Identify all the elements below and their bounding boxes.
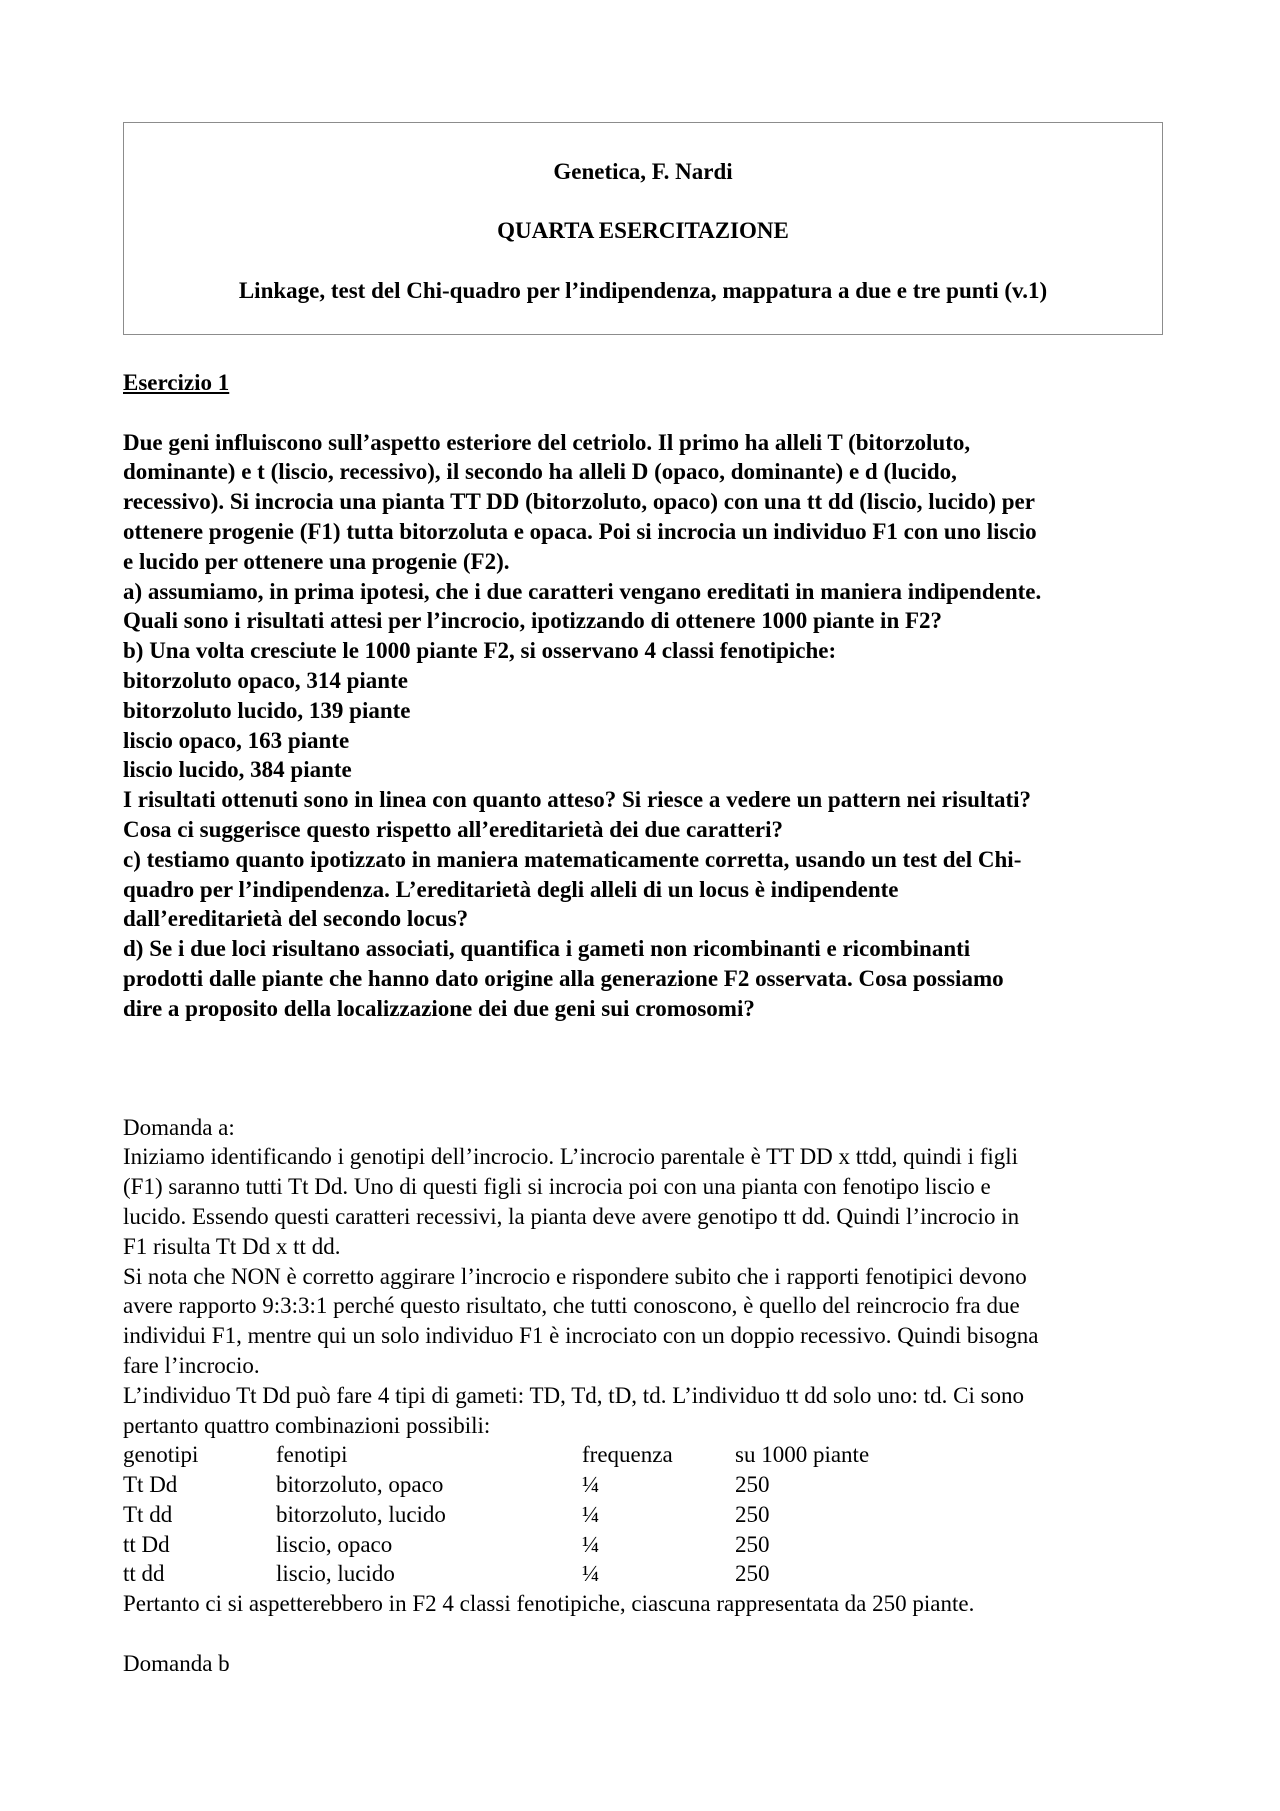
table-header-cell: su 1000 piante bbox=[735, 1442, 870, 1468]
table-cell: 250 bbox=[735, 1501, 770, 1527]
exercise-line: Cosa ci suggerisce questo rispetto all’ereditarietà dei due caratteri? bbox=[123, 816, 784, 842]
table-cell: 250 bbox=[735, 1531, 770, 1557]
course-title: Genetica, F. Nardi bbox=[553, 159, 733, 184]
table-cell: 250 bbox=[735, 1472, 770, 1498]
table-header-cell: fenotipi bbox=[276, 1442, 348, 1468]
table-cell: ¼ bbox=[582, 1561, 600, 1587]
exercise-line: bitorzoluto opaco, 314 piante bbox=[123, 667, 408, 693]
answer-line: lucido. Essendo questi caratteri recessivi, la pianta deve avere genotipo tt dd. Quindi l’incrocio in bbox=[123, 1203, 1020, 1229]
exercise-line: d) Se i due loci risultano associati, quantifica i gameti non ricombinanti e ricombinanti bbox=[123, 936, 971, 962]
exercise-line: bitorzoluto lucido, 139 piante bbox=[123, 697, 411, 723]
answer-line: Iniziamo identificando i genotipi dell’incrocio. L’incrocio parentale è TT DD x ttdd, quindi i figli bbox=[123, 1144, 1019, 1170]
exercise-line: I risultati ottenuti sono in linea con quanto atteso? Si riesce a vedere un pattern nei risultati? bbox=[123, 787, 1032, 813]
table-row bbox=[123, 1559, 935, 1589]
answer-line: L’individuo Tt Dd può fare 4 tipi di gameti: TD, Td, tD, td. L’individuo tt dd solo uno: td. Ci sono bbox=[123, 1382, 1025, 1408]
answer-line: F1 risulta Tt Dd x tt dd. bbox=[123, 1233, 341, 1259]
answer-a-conclusion: Pertanto ci si aspetterebbero in F2 4 classi fenotipiche, ciascuna rappresentata da 250 piante. bbox=[123, 1591, 975, 1617]
answer-line: (F1) saranno tutti Tt Dd. Uno di questi figli si incrocia poi con una pianta con fenotipo liscio e bbox=[123, 1174, 991, 1200]
exercise-line: e lucido per ottenere una progenie (F2). bbox=[123, 548, 510, 574]
table-cell: bitorzoluto, opaco bbox=[276, 1472, 444, 1498]
exercise-line: a) assumiamo, in prima ipotesi, che i due caratteri vengano ereditati in maniera indipendente. bbox=[123, 578, 1042, 604]
table-cell: tt Dd bbox=[123, 1531, 170, 1557]
answer-line: Si nota che NON è corretto aggirare l’incrocio e rispondere subito che i rapporti fenotipici devono bbox=[123, 1263, 1027, 1289]
exercise-line: liscio opaco, 163 piante bbox=[123, 727, 350, 753]
exercise-set-title: QUARTA ESERCITAZIONE bbox=[497, 218, 789, 243]
exercise-line: dire a proposito della localizzazione dei due geni sui cromosomi? bbox=[123, 995, 755, 1021]
exercise-line: prodotti dalle piante che hanno dato origine alla generazione F2 osservata. Cosa possiamo bbox=[123, 965, 1004, 991]
document-body bbox=[123, 368, 1173, 1679]
answer-line: fare l’incrocio. bbox=[123, 1352, 260, 1378]
exercise-line: c) testiamo quanto ipotizzato in maniera matematicamente corretta, usando un test del Chi- bbox=[123, 846, 1022, 872]
table-cell: bitorzoluto, lucido bbox=[276, 1501, 446, 1527]
topic-subtitle: Linkage, test del Chi-quadro per l’indipendenza, mappatura a due e tre punti (v.1) bbox=[238, 278, 1048, 303]
exercise-title: Esercizio 1 bbox=[123, 370, 230, 395]
table-row bbox=[123, 1500, 935, 1530]
answer-line: pertanto quattro combinazioni possibili: bbox=[123, 1412, 491, 1438]
answer-a-heading: Domanda a: bbox=[123, 1114, 235, 1140]
table-cell: ¼ bbox=[582, 1472, 600, 1498]
exercise-text bbox=[123, 428, 1173, 1024]
table-header-cell: frequenza bbox=[582, 1442, 673, 1468]
exercise-line: b) Una volta cresciute le 1000 piante F2, si osservano 4 classi fenotipiche: bbox=[123, 638, 837, 664]
table-cell: ¼ bbox=[582, 1501, 600, 1527]
table-cell: tt dd bbox=[123, 1561, 165, 1587]
table-cell: 250 bbox=[735, 1561, 770, 1587]
exercise-line: Quali sono i risultati attesi per l’incrocio, ipotizzando di ottenere 1000 piante in F2? bbox=[123, 608, 943, 634]
answer-a bbox=[123, 1113, 1173, 1679]
exercise-line: dall’ereditarietà del secondo locus? bbox=[123, 906, 469, 932]
answer-line: avere rapporto 9:3:3:1 perché questo risultato, che tutti conoscono, è quello del reincrocio fra due bbox=[123, 1293, 1020, 1319]
table-row bbox=[123, 1530, 935, 1560]
table-cell: ¼ bbox=[582, 1531, 600, 1557]
exercise-line: dominante) e t (liscio, recessivo), il secondo ha alleli D (opaco, dominante) e d (lucido, bbox=[123, 459, 957, 485]
table-cell: liscio, opaco bbox=[276, 1531, 393, 1557]
answer-line: individui F1, mentre qui un solo individuo F1 è incrociato con un doppio recessivo. Quindi bisogna bbox=[123, 1323, 1039, 1349]
exercise-line: recessivo). Si incrocia una pianta TT DD (bitorzoluto, opaco) con una tt dd (liscio, lucido) per bbox=[123, 489, 1035, 515]
exercise-line: ottenere progenie (F1) tutta bitorzoluta e opaca. Poi si incrocia un individuo F1 con uno liscio bbox=[123, 518, 1037, 544]
answer-b-heading: Domanda b bbox=[123, 1650, 230, 1676]
table-cell: Tt Dd bbox=[123, 1472, 178, 1498]
table-cell: Tt dd bbox=[123, 1501, 173, 1527]
exercise-line: liscio lucido, 384 piante bbox=[123, 757, 352, 783]
table-row bbox=[123, 1470, 935, 1500]
table-header-row bbox=[123, 1440, 935, 1470]
header-box bbox=[123, 122, 1163, 335]
exercise-line: quadro per l’indipendenza. L’ereditarietà degli alleli di un locus è indipendente bbox=[123, 876, 899, 902]
exercise-line: Due geni influiscono sull’aspetto esteriore del cetriolo. Il primo ha alleli T (bitorzoluto, bbox=[123, 429, 971, 455]
genotype-table bbox=[123, 1440, 935, 1589]
table-cell: liscio, lucido bbox=[276, 1561, 395, 1587]
table-header-cell: genotipi bbox=[123, 1442, 199, 1468]
